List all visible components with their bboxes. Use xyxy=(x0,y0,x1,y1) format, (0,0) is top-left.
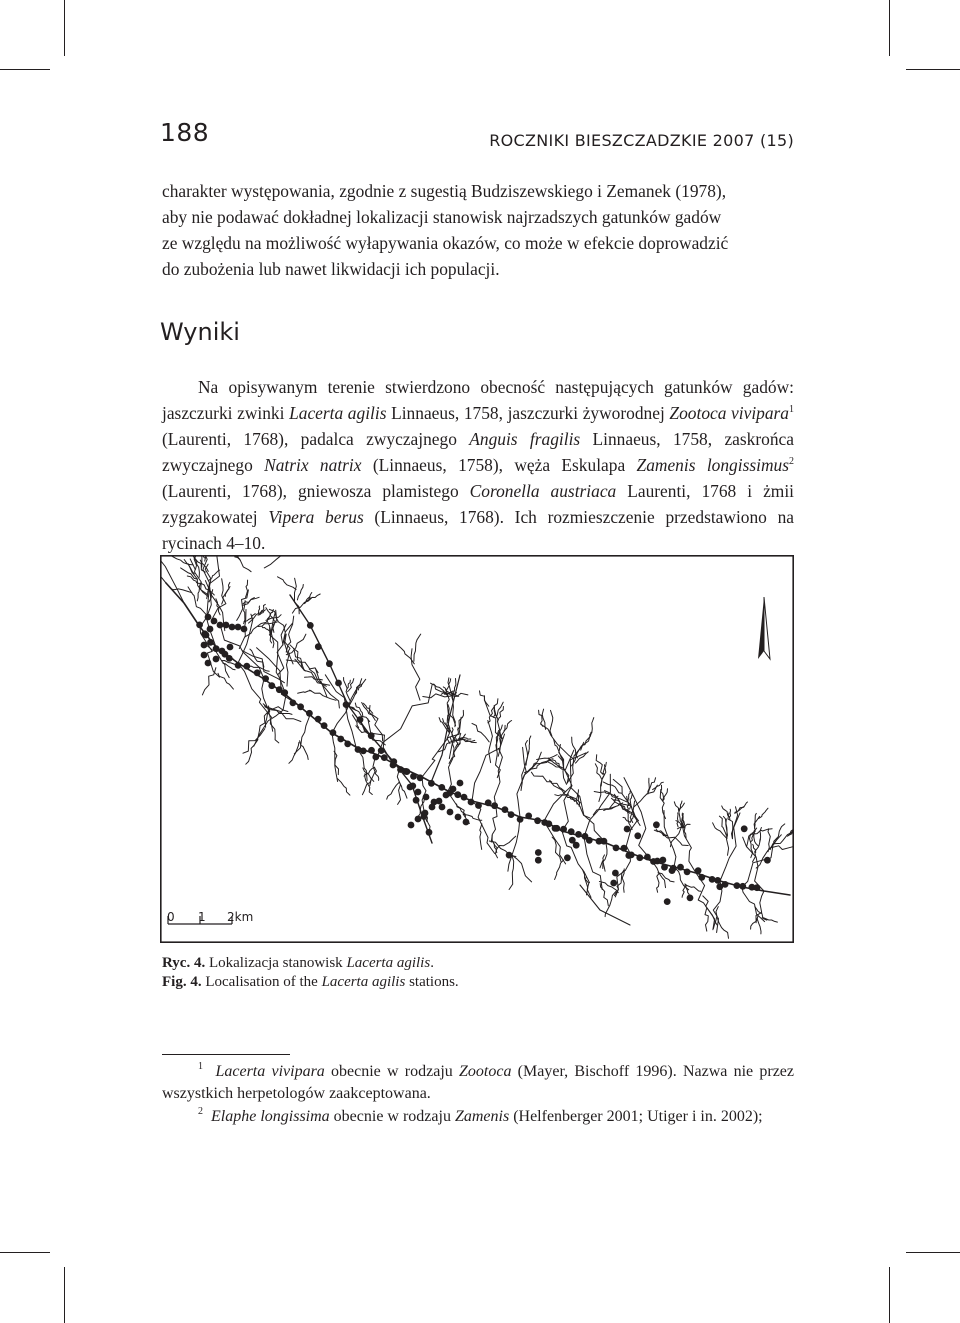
station-point xyxy=(422,810,429,817)
footnote-text: obecnie w rodzaju xyxy=(324,1063,459,1080)
station-point xyxy=(564,854,571,861)
station-point xyxy=(586,837,593,844)
station-point xyxy=(568,828,575,835)
station-point xyxy=(463,819,470,826)
footnote-ref: 2 xyxy=(788,456,794,467)
species-name: Lacerta agilis xyxy=(289,403,387,423)
station-point xyxy=(664,898,671,905)
station-point xyxy=(415,789,422,796)
station-point xyxy=(491,802,498,809)
species-name: Elaphe longissima xyxy=(211,1108,330,1125)
station-point xyxy=(335,680,342,687)
intro-line: aby nie podawać dokładnej lokalizacji stanowisk najrzadszych gatunków gadów xyxy=(162,207,722,227)
station-point xyxy=(628,852,635,859)
station-point xyxy=(535,857,542,864)
station-point xyxy=(517,816,524,823)
station-point xyxy=(205,614,212,621)
station-point xyxy=(226,655,233,662)
station-point xyxy=(734,882,741,889)
intro-line: do zubożenia lub nawet likwidacji ich populacji. xyxy=(162,259,500,279)
station-point xyxy=(461,794,468,801)
station-point xyxy=(381,754,388,761)
station-point xyxy=(211,618,218,625)
station-point xyxy=(408,822,415,829)
scale-label: 1 xyxy=(198,910,206,924)
section-heading: Wyniki xyxy=(160,318,240,346)
station-point xyxy=(205,660,212,667)
station-point xyxy=(610,880,617,887)
station-point xyxy=(439,804,446,811)
station-point xyxy=(315,643,322,650)
station-point xyxy=(368,732,375,739)
station-point xyxy=(660,857,667,864)
journal-title: ROCZNIKI BIESZCZADZKIE 2007 (15) xyxy=(489,131,794,150)
station-point xyxy=(644,854,651,861)
station-point xyxy=(227,644,234,651)
station-point xyxy=(741,825,748,832)
station-point xyxy=(201,642,208,649)
intro-paragraph xyxy=(162,178,794,282)
station-point xyxy=(502,806,509,813)
text-run: Na opisywanym terenie stwierdzono obecność następujących gatunków gadów: jaszczurki zwinki xyxy=(162,377,794,423)
text-run: Linnaeus, 1758, jaszczurki żyworodnej xyxy=(386,403,670,423)
intro-line: charakter występowania, zgodnie z sugestią Budziszewskiego i Zemanek (1978), xyxy=(162,181,727,201)
crop-mark xyxy=(889,0,890,56)
species-name: Lacerta agilis xyxy=(346,955,431,971)
station-point xyxy=(201,630,208,637)
figure-caption-pl xyxy=(162,954,434,973)
intro-line: ze względu na możliwość wyłapywania okazów, co może w efekcie doprowadzić xyxy=(162,233,729,253)
station-point xyxy=(410,773,417,780)
text-run: (Linnaeus, 1768). Ich rozmieszczenie przedstawiono na rycinach 4–10. xyxy=(162,507,794,553)
station-point xyxy=(698,874,705,881)
station-point xyxy=(754,884,761,891)
station-point xyxy=(241,626,248,633)
station-point xyxy=(196,622,203,629)
station-point xyxy=(438,784,445,791)
station-point xyxy=(321,722,328,729)
footnote-marker: 2 xyxy=(198,1106,203,1117)
footnote-1 xyxy=(162,1061,794,1105)
caption-label: Ryc. 4. xyxy=(162,955,206,971)
station-point xyxy=(534,817,541,824)
station-point xyxy=(535,849,542,856)
species-name: Zamenis longissimus xyxy=(636,455,789,475)
station-point xyxy=(677,864,684,871)
station-point xyxy=(372,754,379,761)
crop-mark xyxy=(889,1267,890,1323)
species-name: Lacerta agilis xyxy=(321,974,406,990)
caption-text: Lokalizacja stanowisk xyxy=(205,955,347,971)
station-point xyxy=(560,826,567,833)
figure-caption-en xyxy=(162,973,459,992)
river-line xyxy=(270,628,271,636)
station-point xyxy=(254,669,261,676)
station-point xyxy=(281,689,288,696)
crop-mark xyxy=(0,69,50,70)
text-run: (Laurenti, 1768), padalca zwyczajnego xyxy=(162,429,470,449)
species-name: Coronella austriaca xyxy=(469,481,617,501)
station-point xyxy=(426,829,433,836)
species-name: Zootoca vivipara xyxy=(669,403,790,423)
station-point xyxy=(343,701,350,708)
footnote-text: obecnie w rodzaju xyxy=(329,1108,455,1125)
text-run: (Linnaeus, 1758), węża Eskulapa xyxy=(361,455,637,475)
station-point xyxy=(684,869,691,876)
station-point xyxy=(235,662,242,669)
station-point xyxy=(613,845,620,852)
station-point xyxy=(337,736,344,743)
station-point xyxy=(443,792,450,799)
species-name: Anguis fragilis xyxy=(469,429,581,449)
text-run: (Laurenti, 1768), gniewosza plamistego xyxy=(162,481,470,501)
station-point xyxy=(636,854,643,861)
station-point xyxy=(468,799,475,806)
station-point xyxy=(545,820,552,827)
station-point xyxy=(653,821,660,828)
station-point xyxy=(315,716,322,723)
station-point xyxy=(661,864,668,871)
station-point xyxy=(739,883,746,890)
station-point xyxy=(716,883,723,890)
station-point xyxy=(297,703,304,710)
station-point xyxy=(506,852,513,859)
footnote-ref: 1 xyxy=(789,404,795,415)
station-point xyxy=(235,624,242,631)
station-point xyxy=(413,797,420,804)
crop-mark xyxy=(64,0,65,56)
station-point xyxy=(624,826,631,833)
station-point xyxy=(207,626,214,633)
station-point xyxy=(207,639,214,646)
station-point xyxy=(695,867,702,874)
station-point xyxy=(403,768,410,775)
station-point xyxy=(714,877,721,884)
station-point xyxy=(575,831,582,838)
results-paragraph xyxy=(162,374,794,556)
station-point xyxy=(447,809,454,816)
genus-name: Zamenis xyxy=(454,1108,510,1125)
station-point xyxy=(552,825,559,832)
station-point xyxy=(368,747,375,754)
station-point xyxy=(217,622,224,629)
station-point xyxy=(378,747,385,754)
station-point xyxy=(436,798,443,805)
caption-text: Localisation of the xyxy=(201,974,322,990)
station-point xyxy=(457,780,464,787)
caption-text: stations. xyxy=(405,974,459,990)
station-point xyxy=(634,832,641,839)
station-point xyxy=(423,794,430,801)
station-point xyxy=(687,895,694,902)
station-point xyxy=(213,656,220,663)
station-point xyxy=(307,622,314,629)
station-point xyxy=(417,774,424,781)
station-point xyxy=(429,804,436,811)
page-number: 188 xyxy=(160,118,210,147)
station-point xyxy=(415,816,422,823)
crop-mark xyxy=(64,1267,65,1323)
station-point xyxy=(330,729,337,736)
station-point xyxy=(601,838,608,845)
text-run: Laurenti, 1768 i żmii zygzakowatej xyxy=(162,481,794,527)
scale-label: 2km xyxy=(227,910,254,924)
station-point xyxy=(669,867,676,874)
station-point xyxy=(201,652,208,659)
station-point xyxy=(390,758,397,765)
station-point xyxy=(612,870,619,877)
crop-mark xyxy=(0,1252,50,1253)
station-point xyxy=(621,845,628,852)
crop-mark xyxy=(906,69,960,70)
station-point xyxy=(475,802,482,809)
species-name: Natrix natrix xyxy=(264,455,362,475)
station-point xyxy=(306,710,313,717)
text-run: Linnaeus, 1758, zaskrońca zwyczajnego xyxy=(162,429,794,475)
scale-label: 0 xyxy=(167,910,175,924)
species-name: Lacerta vivipara xyxy=(215,1063,325,1080)
station-point xyxy=(262,675,269,682)
station-point xyxy=(428,780,435,787)
species-name: Vipera berus xyxy=(268,507,364,527)
station-point xyxy=(454,791,461,798)
station-point xyxy=(213,645,220,652)
caption-text: . xyxy=(430,955,434,971)
station-point xyxy=(290,700,297,707)
station-point xyxy=(326,660,333,667)
station-point xyxy=(360,748,367,755)
station-point xyxy=(573,842,580,849)
footnote-divider xyxy=(162,1054,290,1055)
station-point xyxy=(243,663,250,670)
distribution-map xyxy=(160,555,794,943)
caption-label: Fig. 4. xyxy=(162,974,202,990)
station-point xyxy=(450,786,457,793)
station-point xyxy=(407,784,414,791)
station-point xyxy=(508,811,515,818)
station-point xyxy=(525,813,532,820)
footnote-text: (Mayer, Bischoff 1996). Nazwa nie przez wszystkich herpetologów zaakceptowana. xyxy=(162,1063,795,1102)
footnote-text: (Helfenberger 2001; Utiger i in. 2002); xyxy=(509,1108,763,1125)
station-point xyxy=(485,799,492,806)
genus-name: Zootoca xyxy=(459,1063,512,1080)
station-point xyxy=(455,814,462,821)
station-point xyxy=(764,857,771,864)
footnote-2 xyxy=(162,1106,794,1128)
footnote-marker: 1 xyxy=(198,1061,203,1072)
crop-mark xyxy=(906,1252,960,1253)
station-point xyxy=(344,741,351,748)
station-point xyxy=(229,624,236,631)
station-point xyxy=(223,622,230,629)
station-point xyxy=(268,682,275,689)
station-point xyxy=(357,716,364,723)
